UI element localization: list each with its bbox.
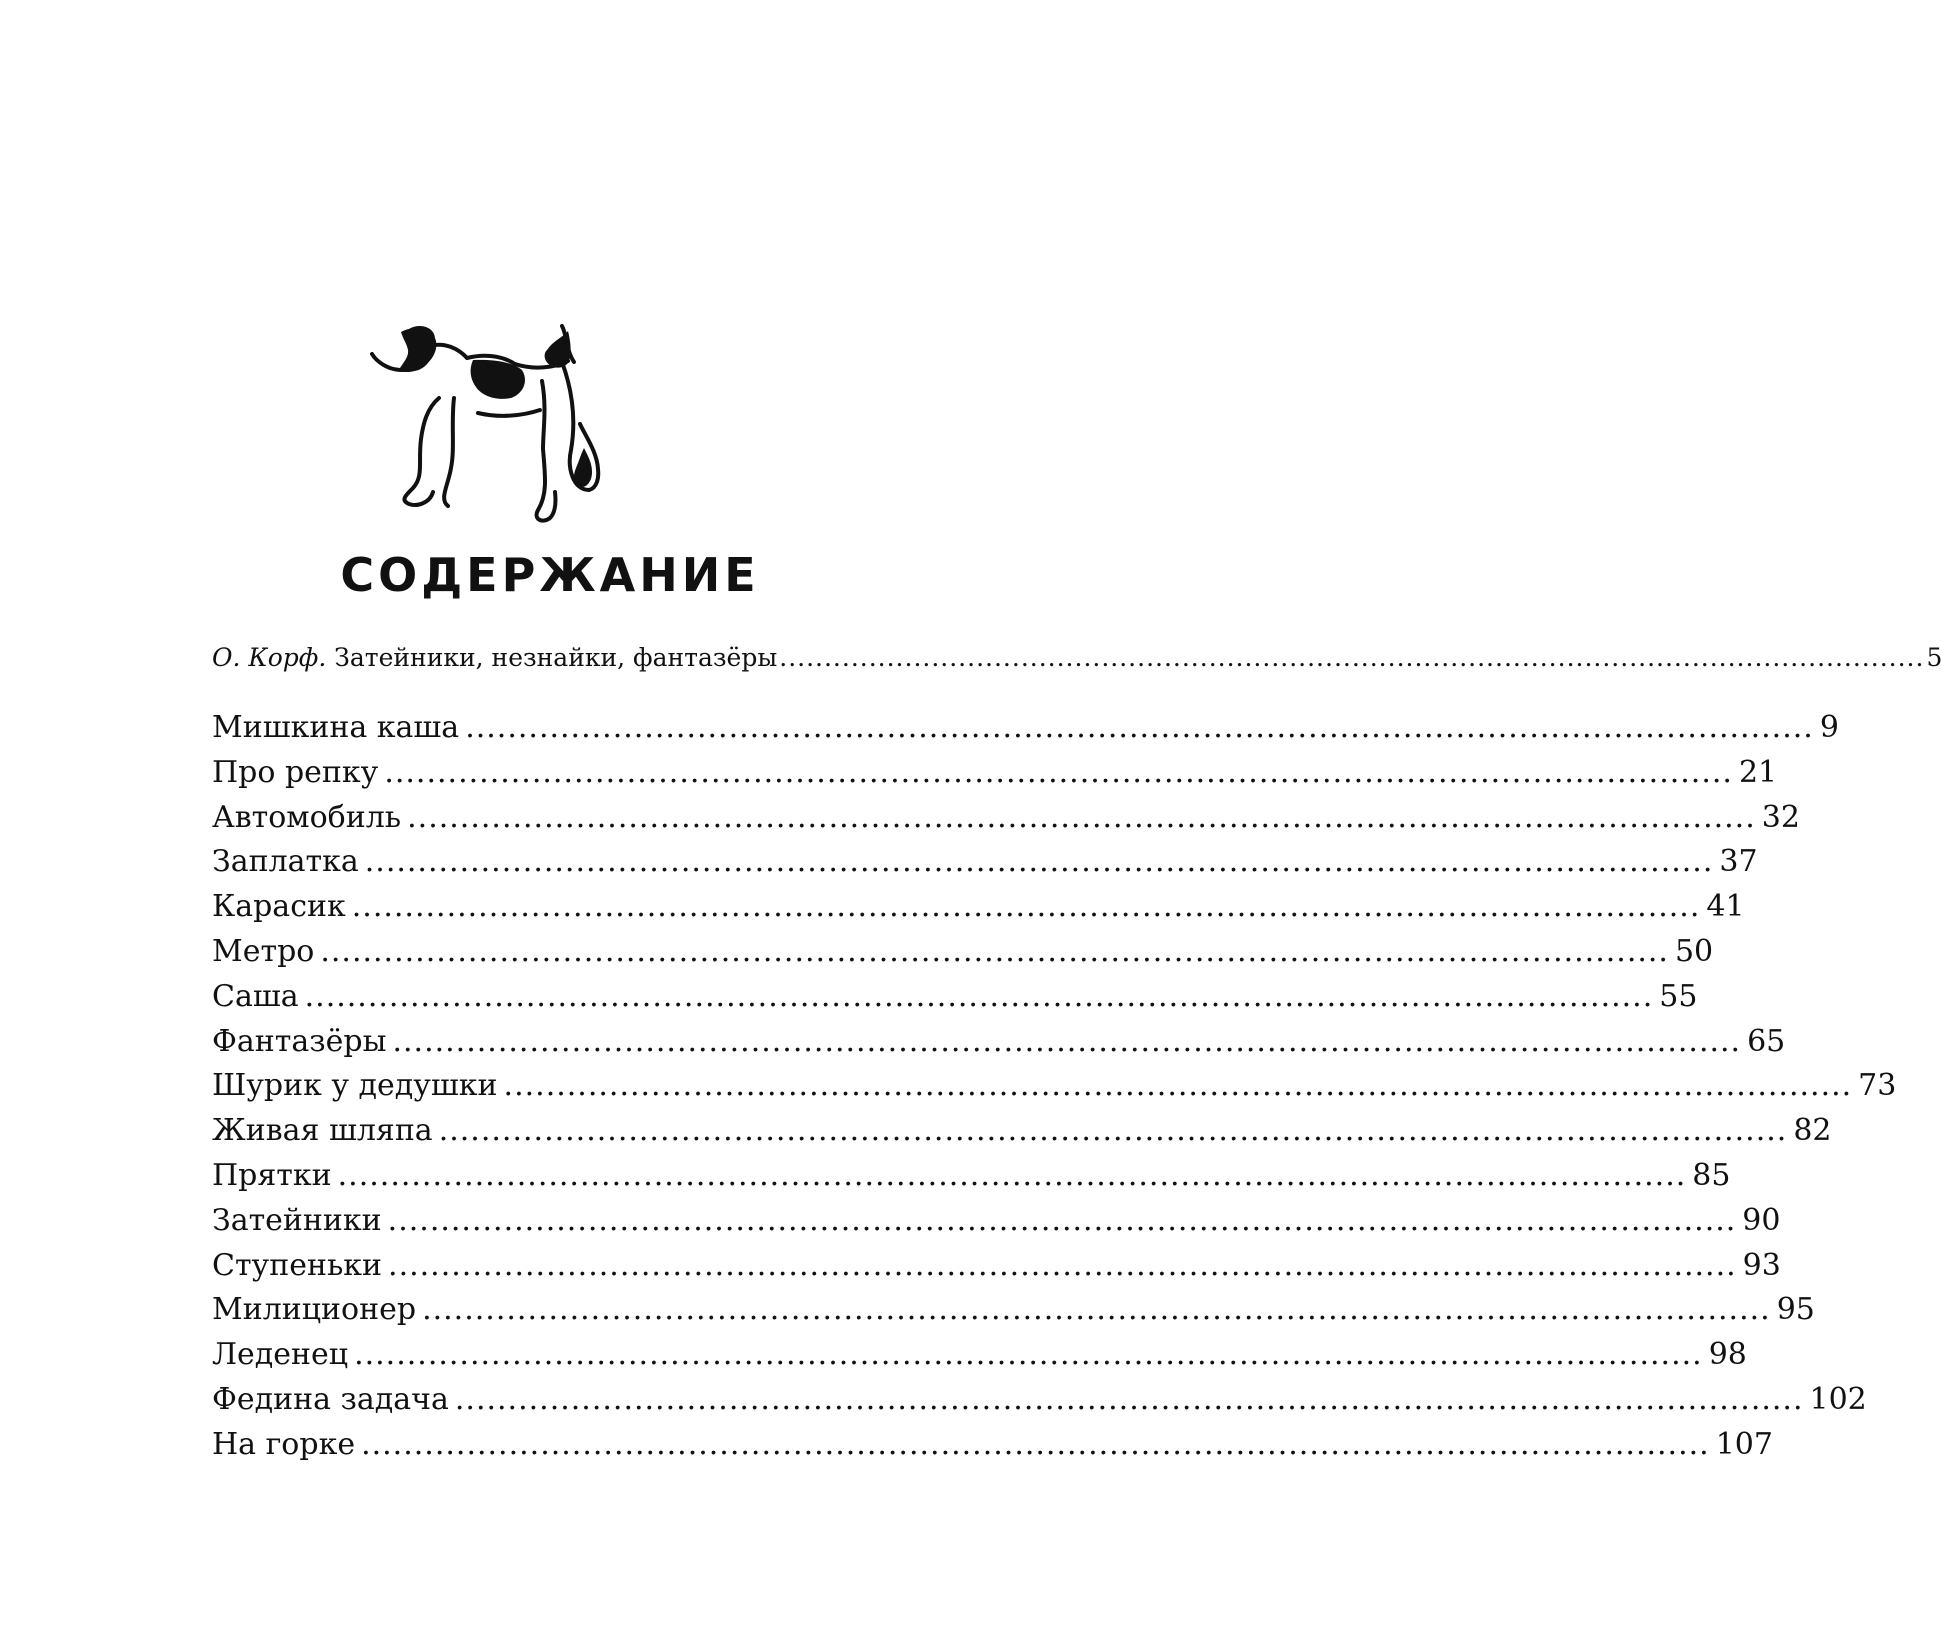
toc-item-page-number: 9	[1819, 710, 1839, 745]
toc-item-title: Карасик	[212, 889, 346, 925]
toc-item-na-gorke[interactable]	[212, 1423, 1773, 1468]
toc-item-title: Прятки	[212, 1157, 332, 1193]
dot-leader: ................................................................................................................................	[392, 1023, 1742, 1059]
toc-item-title: Фантазёры	[212, 1023, 387, 1059]
dot-leader: ................................................................................................................................	[388, 1247, 1737, 1283]
dot-leader: ................................................................................................................................	[337, 1157, 1687, 1193]
toc-item-zaplatka[interactable]	[212, 840, 1758, 885]
dot-leader: ................................................................................................................................	[384, 754, 1733, 790]
dot-leader: ................................................................................................................................	[304, 978, 1654, 1014]
dot-leader: ................................................................................................................................	[354, 1337, 1703, 1373]
toc-item-militsioner[interactable]	[212, 1288, 1815, 1333]
dot-leader: ................................................................................................................................	[364, 844, 1714, 880]
toc-item-page-number: 93	[1742, 1247, 1781, 1283]
table-of-contents	[212, 706, 1897, 1468]
toc-item-page-number: 82	[1793, 1113, 1832, 1149]
toc-item-page-number: 73	[1858, 1068, 1897, 1104]
toc-item-pro-repku[interactable]	[212, 751, 1778, 796]
toc-item-page-number: 21	[1738, 754, 1778, 790]
toc-item-title: Про репку	[212, 754, 379, 790]
toc-item-metro[interactable]	[212, 930, 1714, 975]
toc-item-page-number: 50	[1674, 933, 1714, 969]
toc-item-page-number: 37	[1719, 844, 1758, 880]
intro-title: Затейники, незнайки, фантазёры	[334, 643, 778, 672]
toc-item-page-number: 55	[1659, 978, 1698, 1014]
dot-leader: ................................................................................................................................	[361, 1426, 1710, 1462]
dot-leader: ................................................................................................................................	[422, 1292, 1771, 1328]
toc-item-page-number: 90	[1742, 1202, 1781, 1238]
toc-item-page-number: 95	[1776, 1292, 1815, 1328]
toc-item-avtomobil[interactable]	[212, 796, 1800, 841]
dot-leader: ................................................................................................................................	[438, 1113, 1788, 1149]
dot-leader: ................................................................................................................................	[407, 799, 1756, 835]
toc-item-page-number: 102	[1809, 1381, 1867, 1417]
toc-item-mishkina-kasha[interactable]	[212, 706, 1839, 751]
toc-item-title: Заплатка	[212, 844, 359, 880]
toc-item-title: Живая шляпа	[212, 1113, 433, 1149]
toc-item-stupenki[interactable]	[212, 1244, 1781, 1289]
intro-page-number: 5	[1926, 643, 1942, 672]
toc-item-ledenets[interactable]	[212, 1333, 1747, 1378]
toc-item-title: Автомобиль	[212, 799, 402, 835]
toc-item-title: На горке	[212, 1426, 356, 1462]
toc-item-title: Саша	[212, 978, 299, 1014]
toc-item-fedina-zadacha[interactable]	[212, 1378, 1867, 1423]
toc-item-zateyniki[interactable]	[212, 1199, 1781, 1244]
toc-item-title: Милиционер	[212, 1292, 417, 1328]
toc-item-page-number: 85	[1692, 1157, 1731, 1193]
toc-item-title: Леденец	[212, 1337, 349, 1373]
dot-leader: ................................................................................................................................	[454, 1381, 1804, 1417]
intro-entry[interactable]	[212, 638, 1942, 678]
dog-illustration	[372, 326, 640, 530]
dot-leader: ................................................................................................................................	[465, 710, 1814, 745]
intro-author: О. Корф.	[212, 643, 327, 672]
toc-item-title: Шурик у дедушки	[212, 1068, 498, 1104]
dot-leader: ................................................................................................................................	[779, 643, 1925, 672]
dot-leader: ................................................................................................................................	[351, 889, 1701, 925]
toc-item-zhivaya-shlyapa[interactable]	[212, 1109, 1832, 1154]
dot-leader: ................................................................................................................................	[503, 1068, 1853, 1104]
toc-item-title: Ступеньки	[212, 1247, 383, 1283]
toc-item-title: Метро	[212, 933, 315, 969]
toc-item-shurik-u-dedushki[interactable]	[212, 1064, 1897, 1109]
dot-leader: ................................................................................................................................	[320, 933, 1669, 969]
contents-title: СОДЕРЖАНИЕ	[340, 548, 760, 602]
toc-item-page-number: 41	[1706, 889, 1745, 925]
toc-item-karasik[interactable]	[212, 885, 1745, 930]
toc-item-page-number: 107	[1715, 1426, 1773, 1462]
dot-leader: ................................................................................................................................	[387, 1202, 1737, 1238]
toc-item-page-number: 65	[1747, 1023, 1786, 1059]
toc-item-fantazery[interactable]	[212, 1020, 1786, 1065]
toc-item-title: Федина задача	[212, 1381, 449, 1417]
toc-item-title: Мишкина каша	[212, 710, 460, 745]
toc-item-pryatki[interactable]	[212, 1154, 1731, 1199]
toc-item-title: Затейники	[212, 1202, 382, 1238]
toc-item-sasha[interactable]	[212, 975, 1698, 1020]
toc-item-page-number: 98	[1708, 1337, 1747, 1373]
toc-item-page-number: 32	[1761, 799, 1800, 835]
